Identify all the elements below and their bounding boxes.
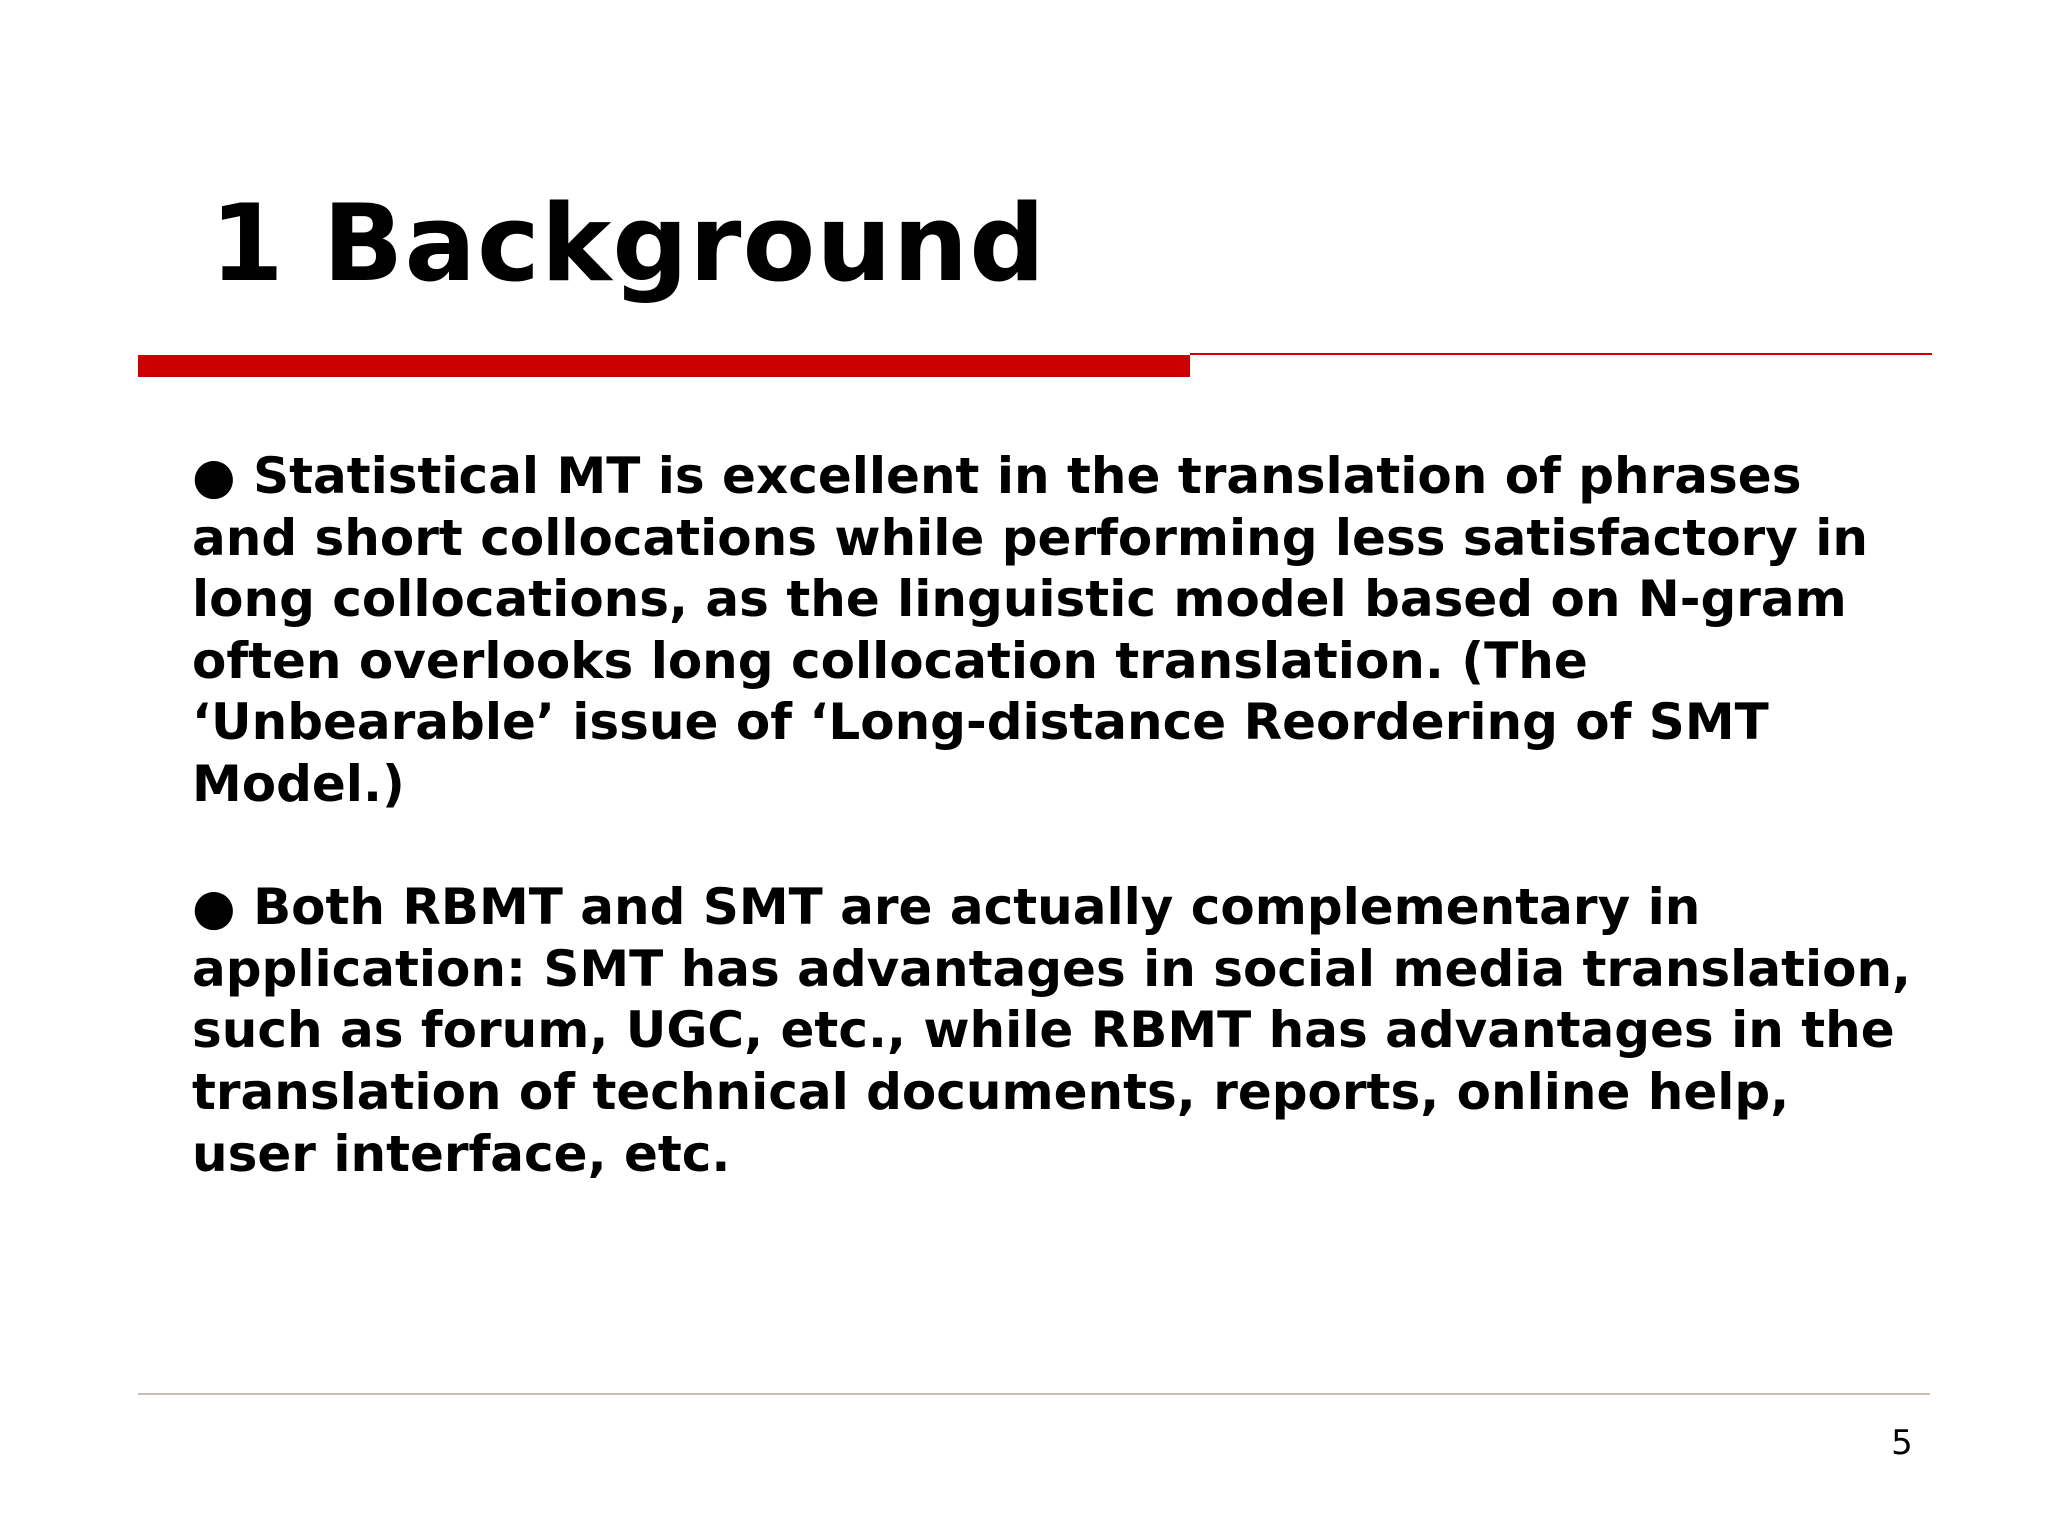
- slide-body: [192, 446, 1952, 1185]
- filled-circle-bullet-icon: ●: [192, 447, 236, 505]
- slide-title: 1 Background: [210, 182, 1047, 305]
- bullet-point-smt-strengths: [192, 446, 1952, 816]
- bullet-text: Both RBMT and SMT are actually complementary in application: SMT has advantages in social media translation, such as forum, UGC, etc., while RBMT has advantages in the translation of technical documents, reports, online help, user interface, etc.: [192, 878, 1912, 1183]
- bullet-text: Statistical MT is excellent in the translation of phrases and short collocations while performing less satisfactory in long collocations, as the linguistic model based on N-gram often overlooks long collocation translation. (The ‘Unbearable’ issue of ‘Long-distance Reordering of SMT Model.): [192, 447, 1868, 813]
- page-number: 5: [1891, 1423, 1913, 1463]
- title-underline-thick: [138, 355, 1190, 377]
- bullet-point-rbmt-smt-complementary: [192, 877, 1952, 1185]
- title-underline-thin: [1190, 353, 1932, 355]
- footer-divider: [138, 1393, 1930, 1395]
- filled-circle-bullet-icon: ●: [192, 878, 236, 937]
